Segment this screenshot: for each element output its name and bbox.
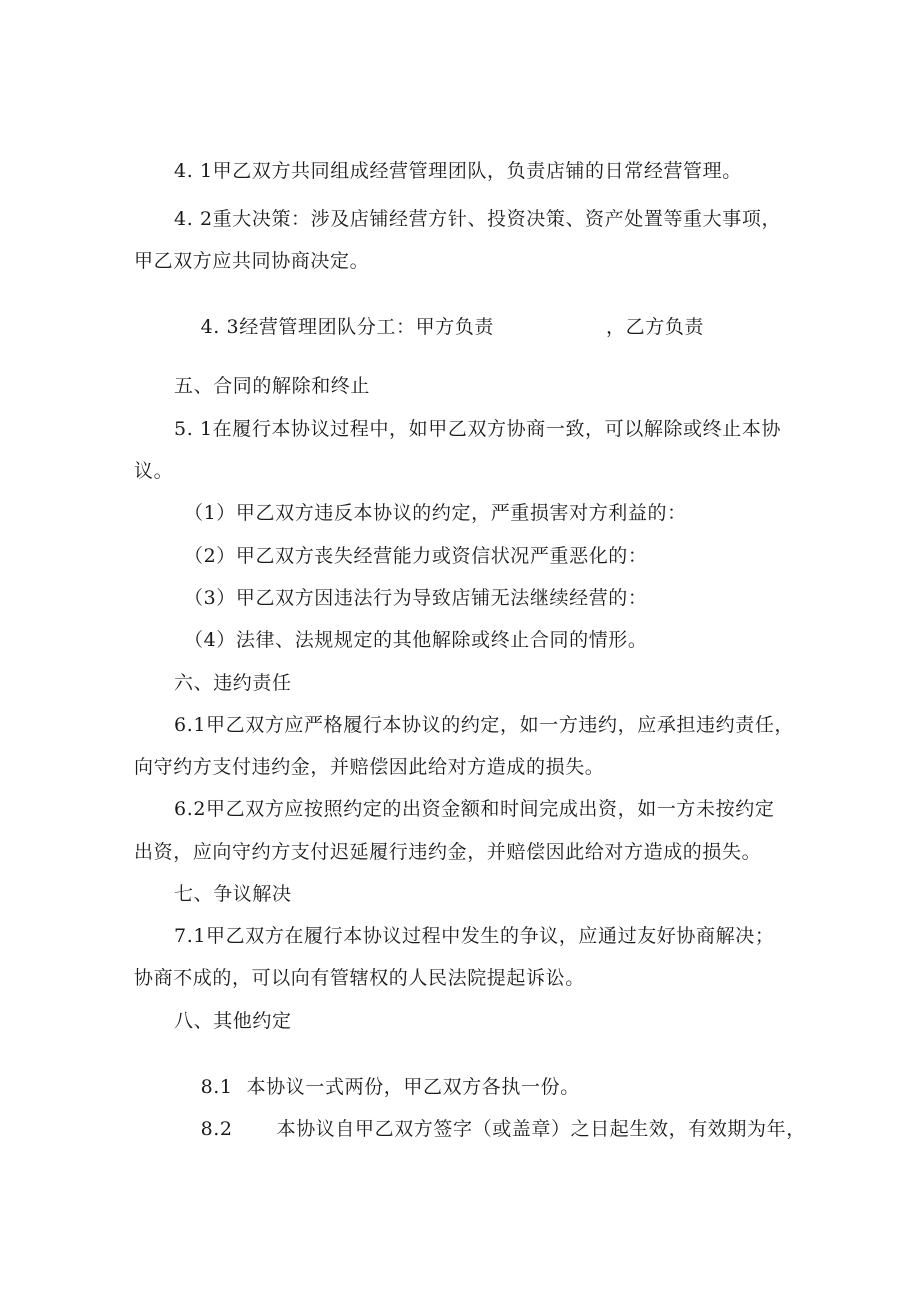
clause-8-1-number: 8.1: [200, 1076, 233, 1098]
clause-8-2: [174, 1093, 806, 1165]
list-item-3: （3）甲乙双方因违法行为导致店铺无法继续经营的：: [184, 587, 648, 609]
clause-6-1-line2: 向守约方支付违约金，并赔偿因此给对方造成的损失。: [134, 756, 605, 778]
section-5-heading: 五、合同的解除和终止: [174, 375, 371, 397]
clause-6-2-line1: 6.2甲乙双方应按照约定的出资金额和时间完成出资，如一方未按约定: [174, 798, 775, 820]
clause-4-1: 4. 1甲乙双方共同组成经营管理团队，负责店铺的日常经营管理。: [174, 160, 742, 182]
clause-4-2-line2: 甲乙双方应共同协商决定。: [134, 250, 370, 272]
list-item-1: （1）甲乙双方违反本协议的约定，严重损害对方利益的：: [184, 502, 687, 524]
clause-8-2-number: 8.2: [200, 1118, 233, 1140]
clause-5-1-line1: 5. 1在履行本协议过程中，如甲乙双方协商一致，可以解除或终止本协: [174, 418, 782, 440]
clause-7-1-line2: 协商不成的，可以向有管辖权的人民法院提起诉讼。: [134, 967, 585, 989]
clause-8-1-text: 本协议一式两份，甲乙双方各执一份。: [246, 1076, 580, 1098]
clause-4-3: [174, 291, 704, 363]
clause-4-2-line1: 4. 2重大决策：涉及店铺经营方针、投资决策、资产处置等重大事项，: [174, 208, 782, 230]
list-item-2: （2）甲乙双方丧失经营能力或资信状况严重恶化的：: [184, 545, 648, 567]
section-7-heading: 七、争议解决: [174, 883, 292, 905]
clause-5-1-line2: 议。: [134, 460, 174, 482]
section-6-heading: 六、违约责任: [174, 672, 292, 694]
section-8-heading: 八、其他约定: [174, 1010, 292, 1032]
clause-6-2-line2: 出资，应向守约方支付迟延履行违约金，并赔偿因此给对方造成的损失。: [134, 841, 762, 863]
clause-7-1-line1: 7.1甲乙双方在履行本协议过程中发生的争议，应通过友好协商解决；: [174, 925, 775, 947]
clause-6-1-line1: 6.1甲乙双方应严格履行本协议的约定，如一方违约，应承担违约责任，: [174, 714, 795, 736]
clause-8-2-text: 本协议自甲乙双方签字（或盖章）之日起生效，有效期为年，: [276, 1118, 806, 1140]
clause-4-3-party-b: ，乙方负责: [606, 316, 705, 338]
clause-4-3-party-a: 4. 3经营管理团队分工：甲方负责: [200, 316, 495, 338]
list-item-4: （4）法律、法规规定的其他解除或终止合同的情形。: [184, 629, 648, 651]
